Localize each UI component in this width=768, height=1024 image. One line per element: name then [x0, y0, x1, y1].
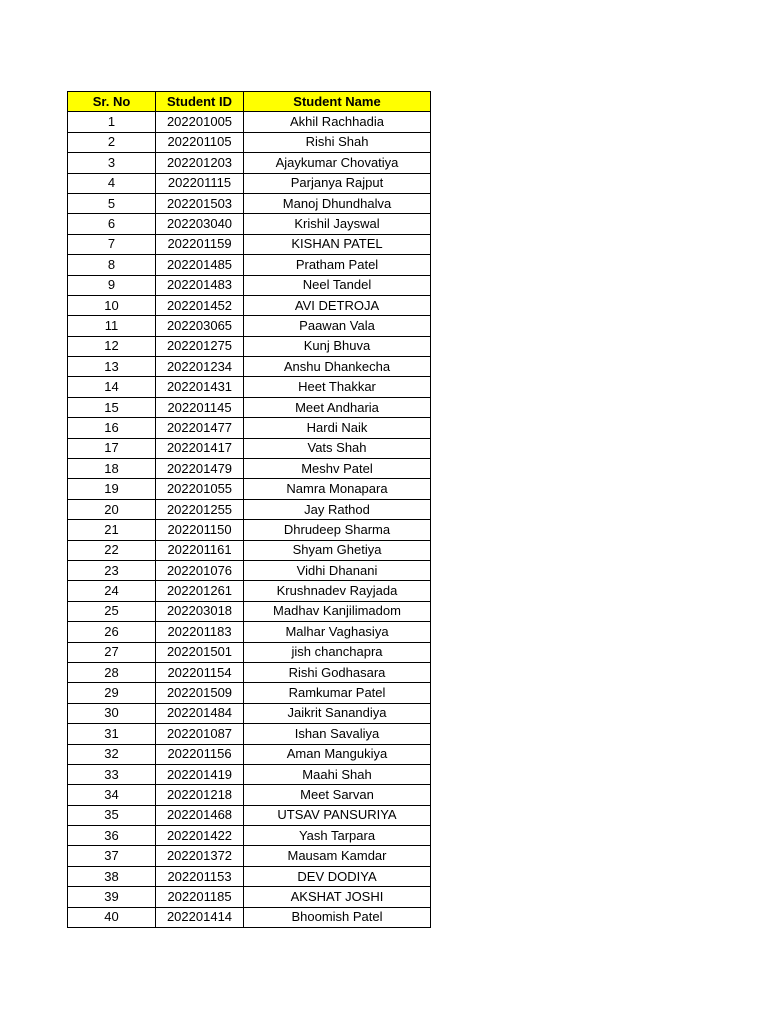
cell-student-name: Ramkumar Patel [244, 683, 431, 703]
header-sr-no: Sr. No [68, 92, 156, 112]
table-row [68, 255, 431, 275]
cell-sr-no: 21 [68, 520, 156, 540]
cell-sr-no: 3 [68, 153, 156, 173]
cell-student-name: Vats Shah [244, 438, 431, 458]
cell-student-name: Paawan Vala [244, 316, 431, 336]
cell-student-name: Dhrudeep Sharma [244, 520, 431, 540]
cell-student-name: Vidhi Dhanani [244, 560, 431, 580]
cell-student-id: 202201419 [156, 764, 244, 784]
table-row [68, 866, 431, 886]
table-row [68, 805, 431, 825]
cell-student-name: Krishil Jayswal [244, 214, 431, 234]
cell-sr-no: 34 [68, 785, 156, 805]
table-row [68, 112, 431, 132]
table-row [68, 744, 431, 764]
student-table [67, 91, 431, 928]
cell-sr-no: 2 [68, 132, 156, 152]
cell-student-name: Parjanya Rajput [244, 173, 431, 193]
cell-student-id: 202201087 [156, 724, 244, 744]
cell-student-id: 202201185 [156, 887, 244, 907]
cell-sr-no: 1 [68, 112, 156, 132]
table-row [68, 234, 431, 254]
cell-sr-no: 38 [68, 866, 156, 886]
cell-student-name: Jay Rathod [244, 499, 431, 519]
cell-sr-no: 37 [68, 846, 156, 866]
cell-student-name: Anshu Dhankecha [244, 357, 431, 377]
cell-sr-no: 31 [68, 724, 156, 744]
cell-student-name: Yash Tarpara [244, 826, 431, 846]
table-row [68, 499, 431, 519]
cell-sr-no: 25 [68, 601, 156, 621]
table-row [68, 193, 431, 213]
table-row [68, 295, 431, 315]
cell-student-id: 202201422 [156, 826, 244, 846]
cell-sr-no: 20 [68, 499, 156, 519]
cell-student-name: Mausam Kamdar [244, 846, 431, 866]
cell-sr-no: 39 [68, 887, 156, 907]
cell-student-id: 202201431 [156, 377, 244, 397]
table-row [68, 377, 431, 397]
cell-student-id: 202201509 [156, 683, 244, 703]
cell-student-name: jish chanchapra [244, 642, 431, 662]
cell-student-id: 202201417 [156, 438, 244, 458]
cell-student-id: 202201218 [156, 785, 244, 805]
cell-student-id: 202201203 [156, 153, 244, 173]
cell-student-id: 202201153 [156, 866, 244, 886]
table-row [68, 418, 431, 438]
cell-student-id: 202201501 [156, 642, 244, 662]
cell-student-id: 202203040 [156, 214, 244, 234]
cell-sr-no: 23 [68, 560, 156, 580]
cell-student-id: 202201161 [156, 540, 244, 560]
table-row [68, 907, 431, 927]
table-row [68, 642, 431, 662]
cell-student-id: 202201156 [156, 744, 244, 764]
cell-student-id: 202201150 [156, 520, 244, 540]
cell-sr-no: 7 [68, 234, 156, 254]
table-row [68, 622, 431, 642]
cell-student-id: 202201005 [156, 112, 244, 132]
cell-student-id: 202203065 [156, 316, 244, 336]
cell-sr-no: 18 [68, 459, 156, 479]
cell-sr-no: 14 [68, 377, 156, 397]
table-row [68, 336, 431, 356]
cell-student-id: 202201468 [156, 805, 244, 825]
table-row [68, 275, 431, 295]
cell-student-id: 202201154 [156, 662, 244, 682]
cell-student-name: Ajaykumar Chovatiya [244, 153, 431, 173]
cell-student-name: Jaikrit Sanandiya [244, 703, 431, 723]
cell-sr-no: 5 [68, 193, 156, 213]
cell-student-id: 202201115 [156, 173, 244, 193]
cell-sr-no: 28 [68, 662, 156, 682]
cell-sr-no: 8 [68, 255, 156, 275]
header-row [68, 92, 431, 112]
cell-student-name: Heet Thakkar [244, 377, 431, 397]
table-row [68, 173, 431, 193]
cell-sr-no: 22 [68, 540, 156, 560]
table-row [68, 132, 431, 152]
cell-student-id: 202201477 [156, 418, 244, 438]
cell-sr-no: 4 [68, 173, 156, 193]
table-row [68, 397, 431, 417]
cell-student-name: Meet Sarvan [244, 785, 431, 805]
cell-student-id: 202201485 [156, 255, 244, 275]
cell-student-name: Malhar Vaghasiya [244, 622, 431, 642]
cell-sr-no: 33 [68, 764, 156, 784]
table-row [68, 581, 431, 601]
cell-sr-no: 17 [68, 438, 156, 458]
cell-student-name: Kunj Bhuva [244, 336, 431, 356]
table-row [68, 560, 431, 580]
header-student-id: Student ID [156, 92, 244, 112]
cell-student-name: UTSAV PANSURIYA [244, 805, 431, 825]
cell-sr-no: 6 [68, 214, 156, 234]
cell-student-name: Ishan Savaliya [244, 724, 431, 744]
cell-sr-no: 11 [68, 316, 156, 336]
table-row [68, 214, 431, 234]
cell-student-id: 202201159 [156, 234, 244, 254]
cell-student-id: 202201234 [156, 357, 244, 377]
cell-student-id: 202201484 [156, 703, 244, 723]
cell-student-id: 202201055 [156, 479, 244, 499]
table-row [68, 846, 431, 866]
cell-student-name: Meshv Patel [244, 459, 431, 479]
cell-sr-no: 40 [68, 907, 156, 927]
table-row [68, 520, 431, 540]
cell-student-name: Namra Monapara [244, 479, 431, 499]
cell-sr-no: 29 [68, 683, 156, 703]
cell-sr-no: 27 [68, 642, 156, 662]
table-row [68, 662, 431, 682]
cell-student-id: 202201414 [156, 907, 244, 927]
cell-sr-no: 35 [68, 805, 156, 825]
table-row [68, 703, 431, 723]
cell-sr-no: 32 [68, 744, 156, 764]
cell-student-name: Madhav Kanjilimadom [244, 601, 431, 621]
cell-student-id: 202201483 [156, 275, 244, 295]
table-row [68, 438, 431, 458]
cell-sr-no: 13 [68, 357, 156, 377]
cell-sr-no: 19 [68, 479, 156, 499]
cell-student-id: 202201076 [156, 560, 244, 580]
cell-sr-no: 30 [68, 703, 156, 723]
table-row [68, 601, 431, 621]
cell-student-name: Akhil Rachhadia [244, 112, 431, 132]
table-row [68, 764, 431, 784]
cell-student-name: KISHAN PATEL [244, 234, 431, 254]
cell-student-name: Shyam Ghetiya [244, 540, 431, 560]
table-row [68, 540, 431, 560]
cell-student-name: Rishi Shah [244, 132, 431, 152]
cell-student-name: Rishi Godhasara [244, 662, 431, 682]
cell-sr-no: 26 [68, 622, 156, 642]
table-row [68, 724, 431, 744]
cell-student-name: Pratham Patel [244, 255, 431, 275]
table-row [68, 785, 431, 805]
table-row [68, 357, 431, 377]
table-row [68, 153, 431, 173]
cell-sr-no: 9 [68, 275, 156, 295]
cell-student-id: 202201145 [156, 397, 244, 417]
table-body [68, 112, 431, 928]
table-header [68, 92, 431, 112]
cell-student-id: 202201261 [156, 581, 244, 601]
cell-sr-no: 24 [68, 581, 156, 601]
cell-student-name: Hardi Naik [244, 418, 431, 438]
table-row [68, 683, 431, 703]
table-row [68, 887, 431, 907]
cell-student-id: 202201372 [156, 846, 244, 866]
cell-student-id: 202201275 [156, 336, 244, 356]
cell-sr-no: 16 [68, 418, 156, 438]
cell-sr-no: 15 [68, 397, 156, 417]
cell-student-name: Aman Mangukiya [244, 744, 431, 764]
cell-student-name: Manoj Dhundhalva [244, 193, 431, 213]
cell-student-id: 202201503 [156, 193, 244, 213]
cell-sr-no: 10 [68, 295, 156, 315]
cell-sr-no: 12 [68, 336, 156, 356]
table-row [68, 479, 431, 499]
cell-student-name: Neel Tandel [244, 275, 431, 295]
cell-student-id: 202201183 [156, 622, 244, 642]
cell-student-id: 202201105 [156, 132, 244, 152]
cell-student-id: 202203018 [156, 601, 244, 621]
cell-student-name: AVI DETROJA [244, 295, 431, 315]
cell-student-id: 202201479 [156, 459, 244, 479]
cell-sr-no: 36 [68, 826, 156, 846]
cell-student-name: DEV DODIYA [244, 866, 431, 886]
cell-student-name: Meet Andharia [244, 397, 431, 417]
header-student-name: Student Name [244, 92, 431, 112]
table-row [68, 826, 431, 846]
table-row [68, 316, 431, 336]
cell-student-name: Bhoomish Patel [244, 907, 431, 927]
cell-student-name: Maahi Shah [244, 764, 431, 784]
cell-student-id: 202201255 [156, 499, 244, 519]
cell-student-name: Krushnadev Rayjada [244, 581, 431, 601]
table-row [68, 459, 431, 479]
cell-student-name: AKSHAT JOSHI [244, 887, 431, 907]
cell-student-id: 202201452 [156, 295, 244, 315]
